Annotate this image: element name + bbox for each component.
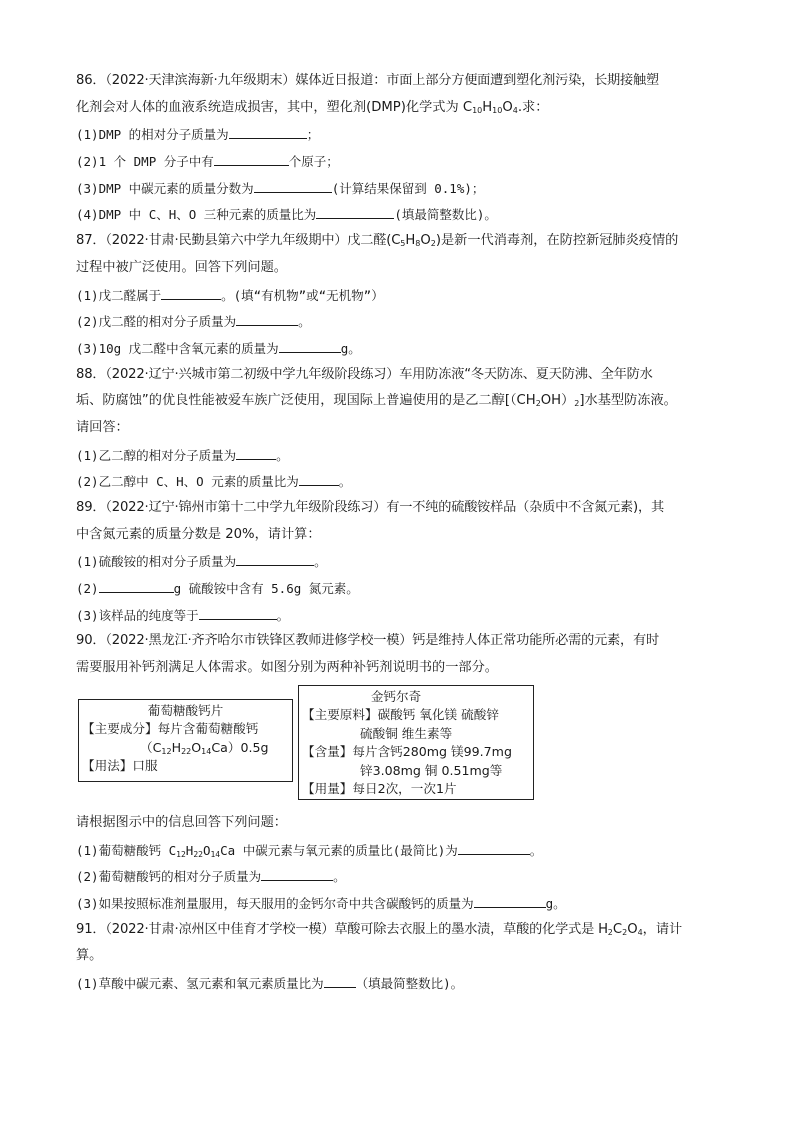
question-90-part-2: (2)葡萄糖酸钙的相对分子质量为 。 <box>76 866 726 886</box>
supplement-labels <box>76 685 726 805</box>
question-89-line-2: 中含氮元素的质量分数是 20%，请计算： <box>76 526 321 542</box>
exercise-page <box>76 71 726 1000</box>
answer-blank[interactable] <box>214 151 289 166</box>
question-87-line-2: 过程中被广泛使用。回答下列问题。 <box>76 259 287 275</box>
question-89-part-2: (2) g 硫酸铵中含有 5.6g 氮元素。 <box>76 578 726 598</box>
question-86-part-3: (3)DMP 中碳元素的质量分数为 (计算结果保留到 0.1%)； <box>76 178 726 198</box>
question-88-part-1: (1)乙二醇的相对分子质量为 。 <box>76 445 726 465</box>
answer-blank[interactable] <box>161 285 221 300</box>
question-89-part-1: (1)硫酸铵的相对分子质量为 。 <box>76 551 726 571</box>
answer-blank[interactable] <box>261 866 333 881</box>
answer-blank[interactable] <box>458 840 530 855</box>
answer-blank[interactable] <box>254 178 332 193</box>
label-row: 【主要原料】碳酸钙 氧化镁 硫酸锌 <box>302 707 499 723</box>
label-title: 金钙尔奇 <box>370 688 422 704</box>
label-row: 硫酸铜 维生素等 <box>360 725 453 741</box>
question-87-part-1: (1)戊二醛属于 。(填“有机物”或“无机物”） <box>76 285 726 305</box>
label-row: 锌3.08mg 铜 0.51mg等 <box>360 762 503 778</box>
label-row: 【用法】口服 <box>82 758 158 774</box>
question-90-part-3: (3)如果按照标准剂量服用，每天服用的金钙尔奇中共含碳酸钙的质量为 g。 <box>76 893 726 913</box>
label-row: 【主要成分】每片含葡萄糖酸钙 <box>82 721 259 737</box>
answer-blank[interactable] <box>236 445 276 460</box>
question-86-part-1: (1)DMP 的相对分子质量为 ； <box>76 124 726 144</box>
answer-blank[interactable] <box>316 204 394 219</box>
question-89-header: 89．（2022·辽宁·锦州市第十二中学九年级阶段练习）有一不纯的硫酸铵样品（杂质中不含氮元素)，其 <box>76 500 664 515</box>
label-row: 【用量】每日2次，一次1片 <box>302 781 457 797</box>
question-88-line-2: 垢、防腐蚀”的优良性能被爱车族广泛使用，现国际上普遍使用的是乙二醇$[(CH_2OH)_2]$水基型防冻液。 <box>76 393 677 409</box>
label-row: $(C_{12}H_{22}O_{14}Ca)0.5g$ <box>140 739 269 756</box>
question-87-header: 87．（2022·甘肃·民勤县第六中学九年级期中）戊二醛$(C_5H_8O_2)$是新一代消毒剂，在防控新冠肺炎疫情的 <box>76 233 679 249</box>
question-86-header: 86．（2022·天津滨海新·九年级期末）媒体近日报道：市面上部分方便面遭到塑化剂污染，长期接触塑 <box>76 73 660 88</box>
question-87-part-2: (2)戊二醛的相对分子质量为 。 <box>76 311 726 331</box>
answer-blank[interactable] <box>229 124 307 139</box>
question-88-line-3: 请回答： <box>76 419 129 435</box>
answer-blank[interactable] <box>324 973 356 988</box>
question-91-part-1: (1)草酸中碳元素、氢元素和氧元素质量比为 （填最简整数比)。 <box>76 973 726 993</box>
question-91-header: 91．（2022·甘肃·凉州区中佳育才学校一模）草酸可除去衣服上的墨水渍，草酸的化学式是 $H_2C_2O_4$，请计 <box>76 921 683 937</box>
question-90-part-1: (1)葡萄糖酸钙 $C_{12}H_{22}O_{14}Ca$ 中碳元素与氧元素的质量比(最简比)为 。 <box>76 840 726 860</box>
question-88-part-2: (2)乙二醇中 C、H、O 元素的质量比为 。 <box>76 471 726 491</box>
caltrate-label <box>298 685 534 800</box>
answer-blank[interactable] <box>474 893 546 908</box>
question-90-header: 90．（2022·黑龙江·齐齐哈尔市铁锋区教师进修学校一模）钙是维持人体正常功能所必需的元素，有时 <box>76 633 660 649</box>
question-90-instruction: 请根据图示中的信息回答下列问题： <box>76 814 287 830</box>
question-87-part-3: (3)10g 戊二醛中含氧元素的质量为 g。 <box>76 338 726 358</box>
answer-blank[interactable] <box>99 578 174 593</box>
question-89-part-3: (3)该样品的纯度等于 。 <box>76 605 726 625</box>
question-86-part-4: (4)DMP 中 C、H、O 三种元素的质量比为 (填最简整数比)。 <box>76 204 726 224</box>
question-91-line-2: 算。 <box>76 948 103 964</box>
question-88-header: 88．（2022·辽宁·兴城市第二初级中学九年级阶段练习）车用防冻液“冬天防冻、夏天防沸、全年防水 <box>76 366 653 382</box>
question-90-line-2: 需要服用补钙剂满足人体需求。如图分别为两种补钙剂说明书的一部分。 <box>76 660 498 676</box>
answer-blank[interactable] <box>199 605 277 620</box>
question-86-part-2: (2)1 个 DMP 分子中有 个原子； <box>76 151 726 171</box>
question-86-formula-line: 化剂会对人体的血液系统造成损害，其中，塑化剂(DMP)化学式为 $C_{10}H_{10}O_4$.求： <box>76 99 549 115</box>
label-title: 葡萄糖酸钙片 <box>147 702 224 718</box>
answer-blank[interactable] <box>299 471 339 486</box>
answer-blank[interactable] <box>236 551 314 566</box>
answer-blank[interactable] <box>236 311 298 326</box>
answer-blank[interactable] <box>279 338 341 353</box>
label-row: 【含量】每片含钙280mg 镁99.7mg <box>302 744 512 760</box>
calcium-gluconate-label <box>78 699 293 782</box>
